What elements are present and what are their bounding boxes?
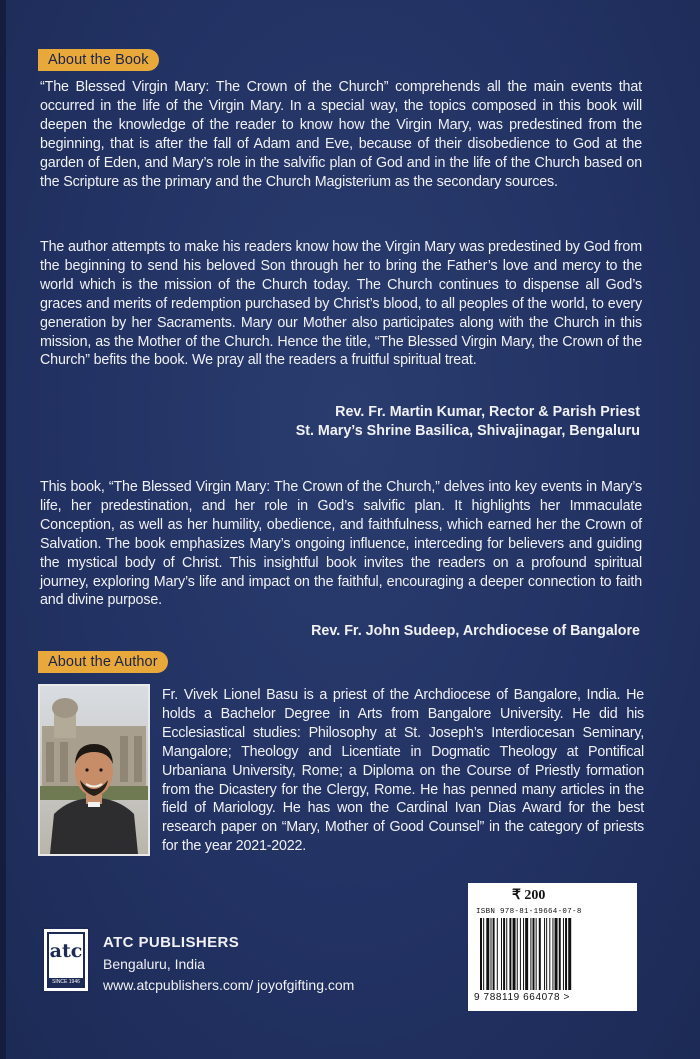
barcode-bar [509, 918, 511, 990]
barcode-bar [539, 918, 541, 990]
publisher-logo-since: SINCE 1946 [49, 978, 83, 986]
barcode-bar [533, 918, 535, 990]
barcode-bar [506, 918, 507, 990]
barcode-bar [503, 918, 505, 990]
barcode-bar [549, 918, 550, 990]
barcode-bar [530, 918, 531, 990]
about-book-paragraph-1: “The Blessed Virgin Mary: The Crown of the Church” comprehends all the main events that occurred in the life of the Virgin Mary. In a special way, the topics composed in this book will deepen the knowledge of the reader to know how the Virgin Mary, was predestined from the beginning, that is after the fall of Adam and Eve, because of their disobedience to God at the garden of Eden, and Mary’s role in the salvific plan of God and in the life of the Church based on the Scripture as the primary and the Church Magisterium as the secondary sources. [40, 79, 642, 190]
barcode-bar [497, 918, 498, 990]
endorsement-1-name: Rev. Fr. Martin Kumar, Rector & Parish Priest [335, 404, 640, 420]
barcode-bar [480, 918, 482, 990]
about-book-paragraph-3: This book, “The Blessed Virgin Mary: The Crown of the Church,” delves into key events in Mary’s life, her predestination, and her role in God’s salvific plan. It highlights her Immaculate Conception, as well as her humility, obedience, and faithfulness, which earned her the Crown of Salvation. The book emphasizes Mary’s ongoing influence, interceding for believers and guiding the mystical body of Christ. This insightful book invites the readers on a profound spiritual journey, exploring Mary’s life and impact on the faithful, encouraging a deeper connection to faith and divine purpose. [40, 479, 642, 609]
barcode-bar [555, 918, 558, 990]
barcode-bar [513, 918, 516, 990]
barcode-bar [517, 918, 518, 990]
barcode-number: 9 788119 664078 > [474, 992, 570, 1003]
barcode-bar [536, 918, 537, 990]
barcode-bar [546, 918, 547, 990]
publisher-logo-mark: atc [49, 940, 83, 962]
isbn-label: ISBN 978-81-19664-07-8 [476, 908, 582, 916]
barcode-bar [559, 918, 561, 990]
author-photo [38, 684, 150, 856]
about-author-heading: About the Author [38, 651, 168, 673]
barcode-bar [486, 918, 489, 990]
endorsement-1-signature [296, 403, 640, 441]
author-portrait-illustration [40, 686, 148, 854]
barcode-bar [493, 918, 495, 990]
about-book-paragraph-2: The author attempts to make his readers know how the Virgin Mary was predestined by God from the beginning to send his beloved Son through her to bring the Father’s love and mercy to the world which is the mission of the Church today. The Church continues to dispense all God’s graces and merits of redemption purchased by Christ’s blood, to all peoples of the world, to every generation by her Sacraments. Mary our Mother also participates along with the Church in this mission, as the Mother of the Church. Hence the title, “The Blessed Virgin Mary, the Crown of the Church” befits the book. We pray all the readers a fruitful spiritual treat. [40, 239, 642, 369]
publisher-logo [42, 927, 90, 993]
barcode-bar [483, 918, 484, 990]
barcode-bar [491, 918, 492, 990]
barcode-bar [523, 918, 524, 990]
barcode-bar [501, 918, 502, 990]
barcode-bar [568, 918, 571, 990]
barcode-bar [544, 918, 545, 990]
about-book-heading: About the Book [38, 49, 159, 71]
barcode-bar [520, 918, 521, 990]
barcode-bar [563, 918, 564, 990]
barcode-bar [525, 918, 528, 990]
endorsement-2-signature: Rev. Fr. John Sudeep, Archdiocese of Bangalore [311, 623, 640, 639]
price-label: ₹ 200 [512, 888, 546, 903]
publisher-city: Bengaluru, India [103, 956, 205, 972]
publisher-website: www.atcpublishers.com/ joyofgifting.com [103, 977, 355, 993]
isbn-barcode-panel [468, 883, 637, 1011]
endorsement-1-affiliation: St. Mary’s Shrine Basilica, Shivajinagar, Bengaluru [295, 423, 640, 439]
publisher-name: ATC PUBLISHERS [103, 934, 240, 951]
author-biography: Fr. Vivek Lionel Basu is a priest of the Archdiocese of Bangalore, India. He holds a Bachelor Degree in Arts from Bangalore University. He did his Ecclesiastical studies: Philosophy at St. Joseph’s Interdiocesan Seminary, Mangalore; Theology and Licentiate in Dogmatic Theology at Pontifical Urbaniana University, Rome; a Diploma on the Course of Priestly formation from the Dicastery for the Clergy, Rome. He has penned many articles in the field of Mariology. He has won the Cardinal Ivan Dias Award for the best research paper on “Mary, Mother of Good Counsel” in the category of priests for the year 2021-2022. [162, 687, 644, 855]
barcode-bar [565, 918, 567, 990]
cover-spine-edge [0, 0, 6, 1059]
barcode-bar [552, 918, 553, 990]
barcode-graphic [478, 918, 628, 990]
